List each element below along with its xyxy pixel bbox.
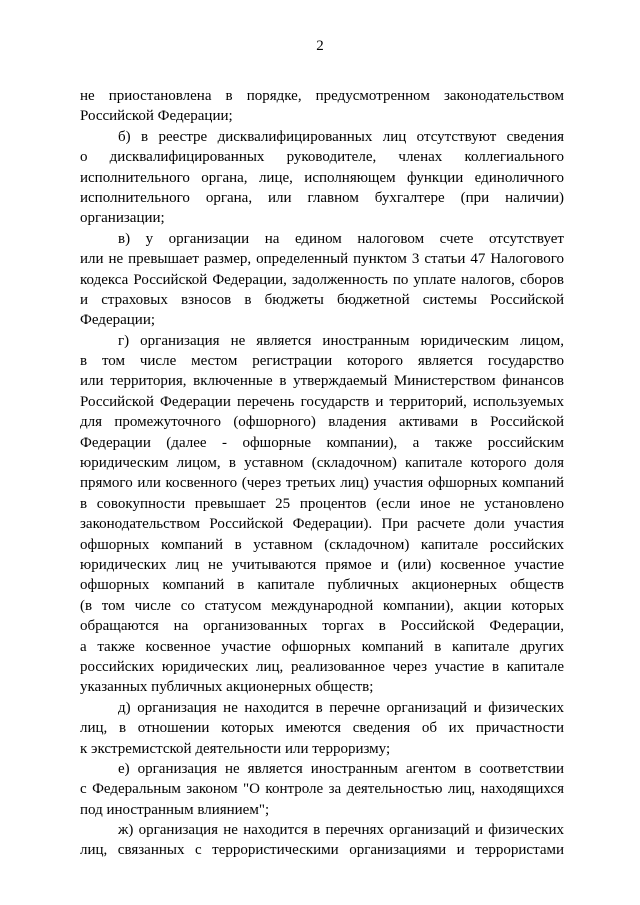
text-line: не приостановлена в порядке, предусмотренном законодательством (80, 88, 564, 104)
text-line: офшорных компаний в капитале публичных акционерных обществ (80, 577, 564, 594)
paragraph-start-line: ж) организация не находится в перечнях организаций и физических (118, 822, 564, 839)
text-line: кодекса Российской Федерации, задолженность по уплате налогов, сборов (80, 271, 564, 288)
page-number: 2 (316, 38, 324, 54)
paragraph-start-line: б) в реестре дисквалифицированных лиц отсутствуют сведения (118, 128, 564, 145)
paragraph-start-line: г) организация не является иностранным юридическим лицом, (118, 332, 564, 349)
text-line: лиц, в отношении которых имеются сведения об их причастности (80, 720, 564, 737)
text-line: Федерации; (80, 312, 156, 329)
text-line: указанных публичных акционерных обществ; (80, 679, 374, 696)
text-line: (в том числе со статусом международной компании), акции которых (80, 597, 564, 614)
text-line: или территория, включенные в утверждаемый Министерством финансов (80, 373, 564, 390)
text-line: в том числе местом регистрации которого является государство (80, 353, 564, 370)
text-line: а также косвенное участие офшорных компаний в капитале других (80, 638, 564, 655)
text-line: юридических лиц не учитываются прямое и (или) косвенное участие (80, 556, 564, 573)
text-line: обращаются на организованных торгах в Российской Федерации, (80, 618, 564, 635)
text-line: исполнительного органа, или главном бухгалтере (при наличии) (80, 189, 564, 206)
text-line: юридическим лицом, в уставном (складочном) капитале которого доля (80, 455, 564, 472)
text-line: лиц, связанных с террористическими организациями и террористами (80, 842, 564, 859)
paragraph-start-line: д) организация не находится в перечне организаций и физических (118, 699, 564, 716)
text-line: законодательством Российской Федерации). При расчете доли участия (80, 516, 564, 533)
text-line: к экстремистской деятельности или терроризму; (80, 740, 391, 757)
text-line: Федерации (далее - офшорные компании), а также российским (80, 434, 564, 451)
text-line: Российской Федерации; (80, 108, 233, 125)
text-line: с Федеральным законом "О контроле за деятельностью лиц, находящихся (80, 781, 564, 798)
text-line: Российской Федерации перечень государств и территорий, используемых (80, 393, 564, 410)
text-line: в совокупности превышает 25 процентов (если иное не установлено (80, 495, 564, 512)
text-line: российских юридических лиц, реализованное через участие в капитале (80, 658, 564, 675)
text-line: прямого или косвенного (через третьих лиц) участия офшорных компаний (80, 475, 564, 492)
text-line: организации; (80, 210, 165, 227)
paragraph-start-line: в) у организации на едином налоговом счете отсутствует (118, 230, 564, 247)
paragraph-start-line: е) организация не является иностранным агентом в соответствии (118, 760, 564, 777)
text-line: офшорных компаний в уставном (складочном) капитале российских (80, 536, 564, 553)
text-line: о дисквалифицированных руководителе, членах коллегиального (80, 149, 564, 166)
text-line: и страховых взносов в бюджеты бюджетной системы Российской (80, 291, 564, 308)
text-line: под иностранным влиянием"; (80, 801, 270, 818)
text-line: исполнительного органа, лице, исполняющем функции единоличного (80, 169, 564, 186)
document-body (80, 86, 564, 861)
text-line: или не превышает размер, определенный пунктом 3 статьи 47 Налогового (80, 251, 564, 268)
text-line: для промежуточного (офшорного) владения активами в Российской (80, 414, 564, 431)
